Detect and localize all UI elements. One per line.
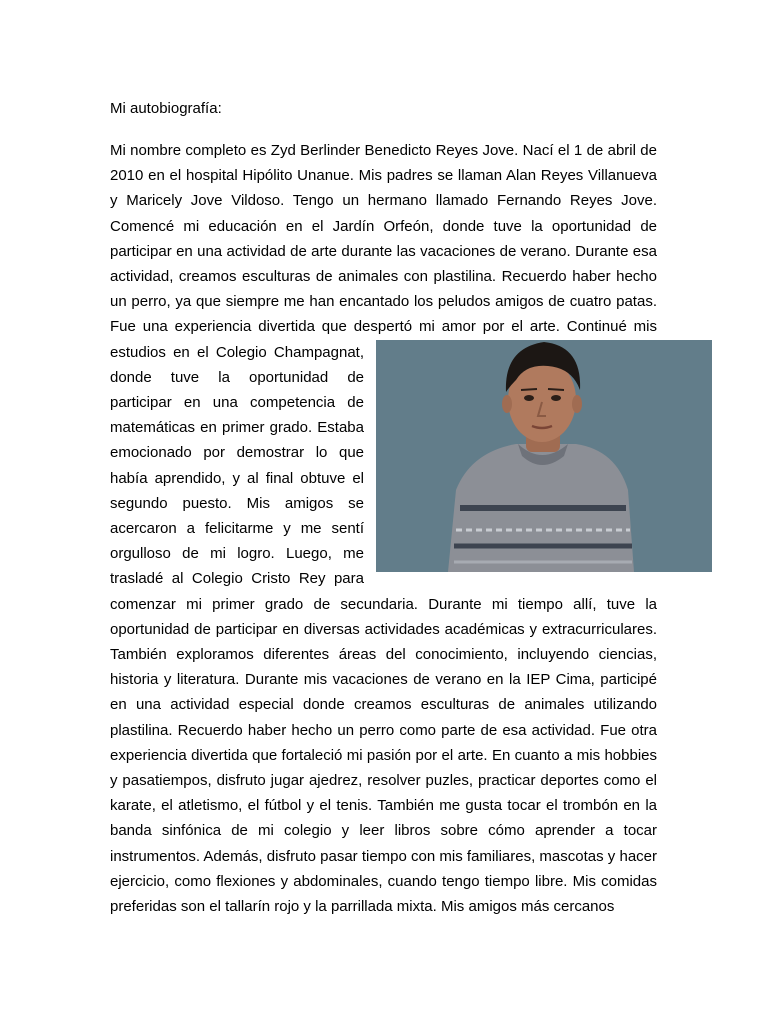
autobiography-body bbox=[110, 138, 657, 919]
document-heading: Mi autobiografía: bbox=[110, 100, 222, 117]
paragraph-after-photo: amor por el arte. Continué mis estudios en el Colegio Champagnat, donde tuve la oportunidad de participar en una competencia de matemáticas en primer grado. Estaba emocionado por demostrar lo que había aprendido, y al final obtuve el segundo puesto. Mis amigos se acercaron a felicitarme y me sentí orgulloso de mi logro. Luego, me trasladé al Colegio Cristo Rey para comenzar mi primer grado de secundaria. Durante mi tiempo allí, tuve la oportunidad de participar en diversas actividades académicas y extracurriculares. También exploramos diferentes áreas del conocimiento, incluyendo ciencias, historia y literatura. Durante mis vacaciones de verano en la IEP Cima, participé en una actividad especial donde creamos esculturas de animales utilizando plastilina. Recuerdo haber hecho un perro como parte de esa actividad. Fue otra experiencia divertida que fortaleció mi pasión por el arte. En cuanto a mis hobbies y pasatiempos, disfruto jugar ajedrez, resolver puzles, practicar deportes como el karate, el atletismo, el fútbol y el tenis. También me gusta tocar el trombón en la banda sinfónica de mi colegio y leer libros sobre cómo aprender a tocar instrumentos. Además, disfruto pasar tiempo con mis familiares, mascotas y hacer ejercicio, como flexiones y abdominales, cuando tengo tiempo libre. Mis comidas preferidas son el tallarín rojo y la parrillada mixta. Mis amigos más cercanos bbox=[110, 318, 657, 916]
portrait-photo bbox=[376, 340, 712, 572]
paragraph-before-photo: Mi nombre completo es Zyd Berlinder Benedicto Reyes Jove. Nací el 1 de abril de 2010 en el hospital Hipólito Unanue. Mis padres se llaman Alan Reyes Villanueva y Maricely Jove Vildoso. Tengo un hermano llamado Fernando Reyes Jove. Comencé mi educación en el Jardín Orfeón, donde tuve la oportunidad de participar en una actividad de arte durante las vacaciones de verano. Durante esa actividad, creamos esculturas de animales con plastilina. Recuerdo haber hecho un perro, ya que siempre me han encantado los peludos amigos de cuatro patas. Fue una experiencia divertida que despertó mi bbox=[110, 142, 657, 336]
portrait-illustration bbox=[376, 340, 712, 572]
